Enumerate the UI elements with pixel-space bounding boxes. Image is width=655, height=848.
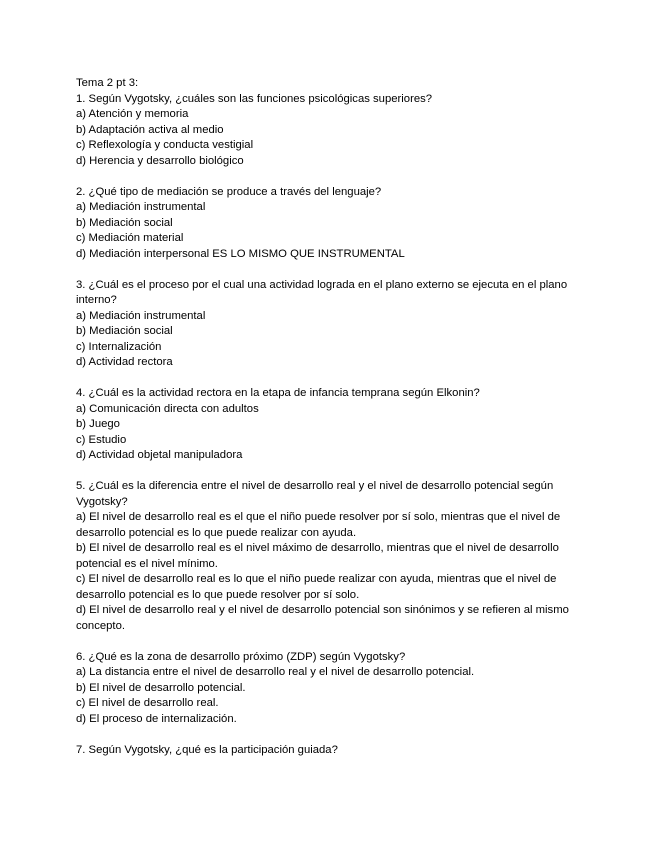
document-body <box>76 76 586 774</box>
answer-option: d) Actividad objetal manipuladora <box>76 449 243 461</box>
question-text: 4. ¿Cuál es la actividad rectora en la etapa de infancia temprana según Elkonin? <box>76 387 480 399</box>
answer-option: c) El nivel de desarrollo real. <box>76 697 219 709</box>
question-block-6 <box>76 650 586 728</box>
answer-option: d) Mediación interpersonal ES LO MISMO QUE INSTRUMENTAL <box>76 247 405 260</box>
answer-option: c) El nivel de desarrollo real es lo que el niño puede realizar con ayuda, mientras que el nivel de desarrollo potencial es lo que puede resolver por sí solo. <box>76 573 557 601</box>
answer-option: a) Mediación instrumental <box>76 309 206 322</box>
answer-option: c) Estudio <box>76 433 127 446</box>
answer-option: a) Atención y memoria <box>76 108 189 120</box>
answer-option: b) Juego <box>76 418 120 430</box>
answer-option: a) El nivel de desarrollo real es el que el niño puede resolver por sí solo, mientras que el nivel de desarrollo potencial es lo que puede realizar con ayuda. <box>76 511 561 539</box>
answer-option: c) Internalización <box>76 340 162 353</box>
document-title: Tema 2 pt 3: <box>76 77 139 89</box>
question-block-7 <box>76 743 586 759</box>
answer-option: d) Herencia y desarrollo biológico <box>76 154 244 167</box>
question-text: 7. Según Vygotsky, ¿qué es la participación guiada? <box>76 743 338 756</box>
answer-option: b) Mediación social <box>76 216 173 229</box>
answer-option: d) El proceso de internalización. <box>76 712 237 725</box>
answer-option: d) El nivel de desarrollo real y el nivel de desarrollo potencial son sinónimos y se refieren al mismo concepto. <box>76 604 569 632</box>
question-block-2 <box>76 185 586 263</box>
answer-option: b) El nivel de desarrollo potencial. <box>76 681 246 694</box>
question-text: 2. ¿Qué tipo de mediación se produce a través del lenguaje? <box>76 185 382 198</box>
question-block-1 <box>76 92 586 170</box>
question-block-4 <box>76 386 586 464</box>
question-block-3 <box>76 278 586 371</box>
answer-option: c) Mediación material <box>76 232 184 244</box>
answer-option: d) Actividad rectora <box>76 356 173 368</box>
answer-option: c) Reflexología y conducta vestigial <box>76 139 254 151</box>
question-text: 6. ¿Qué es la zona de desarrollo próximo (ZDP) según Vygotsky? <box>76 650 406 663</box>
answer-option: b) El nivel de desarrollo real es el nivel máximo de desarrollo, mientras que el nivel de desarrollo potencial es el nivel mínimo. <box>76 542 559 570</box>
answer-option: b) Adaptación activa al medio <box>76 123 224 136</box>
answer-option: b) Mediación social <box>76 325 173 337</box>
question-block-5 <box>76 479 586 634</box>
answer-option: a) La distancia entre el nivel de desarrollo real y el nivel de desarrollo potencial. <box>76 666 475 678</box>
question-text: 1. Según Vygotsky, ¿cuáles son las funciones psicológicas superiores? <box>76 92 433 105</box>
answer-option: a) Comunicación directa con adultos <box>76 402 259 415</box>
question-text: 3. ¿Cuál es el proceso por el cual una actividad lograda en el plano externo se ejecuta en el plano interno? <box>76 278 568 306</box>
question-text: 5. ¿Cuál es la diferencia entre el nivel de desarrollo real y el nivel de desarrollo potencial según Vygotsky? <box>76 480 554 508</box>
answer-option: a) Mediación instrumental <box>76 201 206 213</box>
